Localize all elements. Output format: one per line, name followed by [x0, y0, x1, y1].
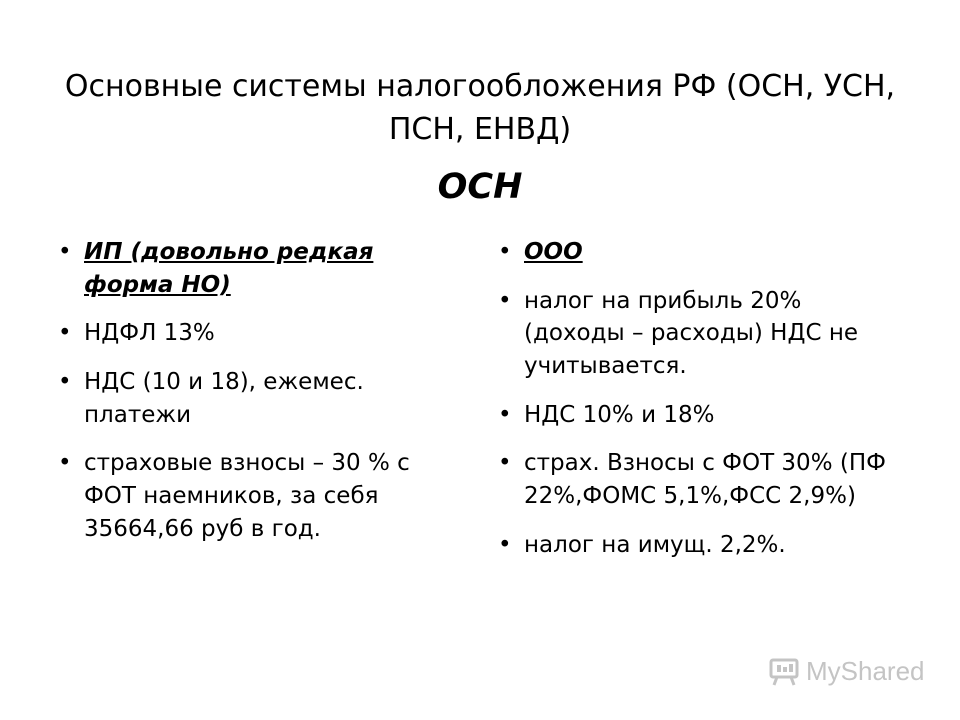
slide-title [48, 66, 912, 213]
list-item [56, 317, 456, 350]
title-subtitle: ОСН [437, 167, 523, 208]
bullet-text: страх. Взносы с ФОТ 30% (ПФ 22%,ФОМС 5,1%,ФСС 2,9%) [524, 450, 886, 509]
bullet-icon: • [58, 320, 72, 347]
title-line-1: Основные системы налогообложения РФ (ОСН, УСН, [64, 69, 896, 104]
bullet-text: налог на имущ. 2,2%. [524, 531, 786, 558]
presentation-board-icon [768, 657, 800, 687]
bullet-icon: • [498, 401, 512, 428]
bullet-icon: • [58, 450, 72, 477]
bullet-icon: • [498, 239, 512, 265]
right-column [496, 236, 896, 577]
list-item [496, 447, 896, 512]
bullet-text: НДС (10 и 18), ежемес. платежи [84, 368, 364, 428]
right-bullet-list [496, 236, 896, 561]
bullet-text: ИП (довольно редкая форма НО) [84, 239, 374, 298]
bullet-text: налог на прибыль 20% (доходы – расходы) НДС не учитывается. [524, 287, 859, 379]
title-line-2: ПСН, ЕНВД) [388, 111, 572, 147]
bullet-icon: • [498, 531, 512, 558]
bullet-icon: • [58, 368, 72, 395]
list-item [56, 366, 456, 431]
list-item [496, 529, 896, 562]
list-item [496, 399, 896, 432]
bullet-text: НДФЛ 13% [84, 320, 215, 347]
list-item [56, 236, 456, 301]
left-column [56, 236, 456, 561]
list-item [496, 285, 896, 383]
bullet-text: страховые взносы – 30 % с ФОТ наемников, за себя 35664,66 руб в год. [84, 450, 410, 542]
bullet-icon: • [58, 239, 72, 265]
watermark-text: MyShared [806, 656, 925, 686]
bullet-text: НДС 10% и 18% [524, 401, 715, 428]
list-item [496, 236, 896, 269]
bullet-icon: • [498, 287, 512, 314]
bullet-text: ООО [524, 239, 583, 265]
bullet-icon: • [498, 450, 512, 477]
left-bullet-list [56, 236, 456, 545]
list-item [56, 447, 456, 545]
watermark [768, 656, 925, 687]
